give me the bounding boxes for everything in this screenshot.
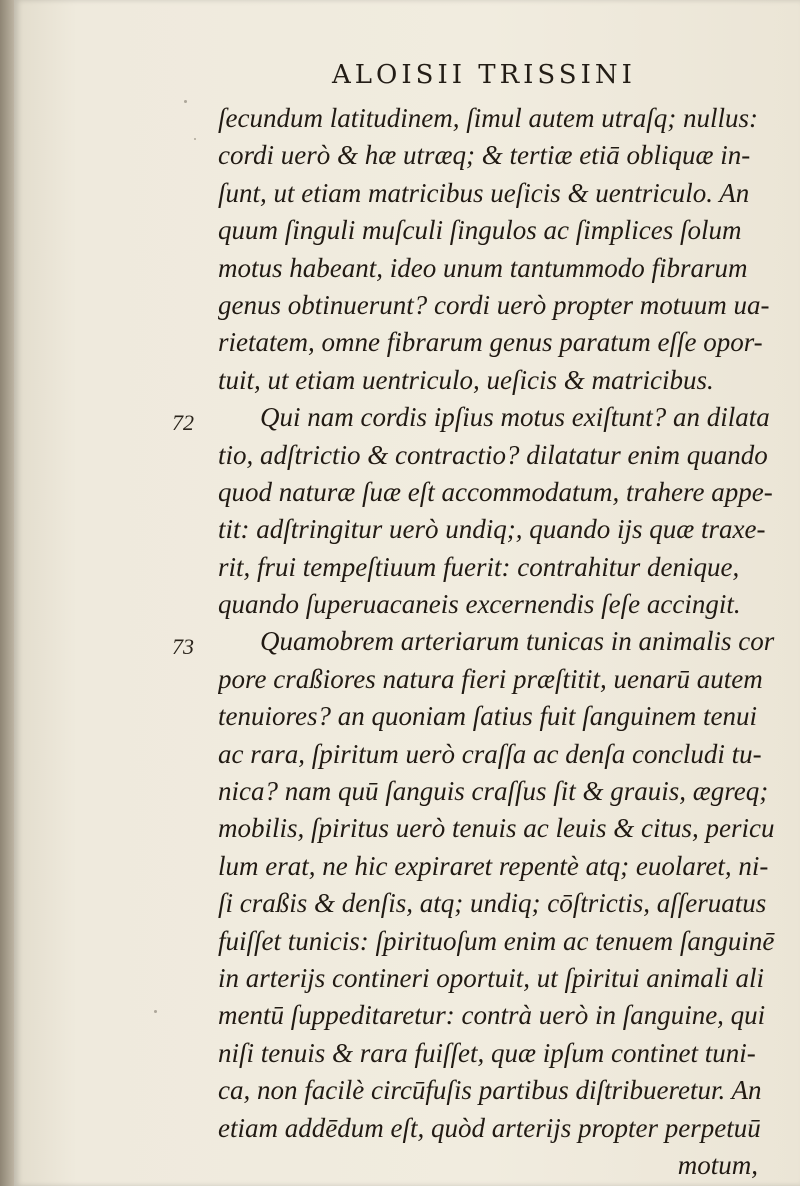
- catchword-line: motum,: [677, 1149, 758, 1180]
- page-gutter: [0, 0, 14, 1186]
- text-line: rietatem, omne fibrarum genus paratum eſſe opor-: [218, 327, 763, 358]
- text-line: ſunt, ut etiam matricibus ueſicis & uentriculo. An: [218, 177, 750, 208]
- text-line: niſi tenuis & rara fuiſſet, quæ ipſum continet tuni-: [218, 1037, 756, 1068]
- text-line: pore craßiores natura fieri præſtitit, uenarū autem: [218, 663, 763, 694]
- text-line: lum erat, ne hic expiraret repentè atq; euolaret, ni-: [218, 850, 769, 881]
- text-line: tuit, ut etiam uentriculo, ueſicis & matricibus.: [218, 364, 714, 395]
- paragraph-start-line: Quamobrem arteriarum tunicas in animalis cor: [260, 626, 775, 657]
- text-line: mentū ſuppeditaretur: contrà uerò in ſanguine, qui: [218, 1000, 766, 1031]
- text-line: ſi craßis & denſis, atq; undiq; cōſtrictis, aſſeruatus: [218, 888, 767, 919]
- text-line: quando ſuperuacaneis excernendis ſeſe accingit.: [218, 589, 741, 620]
- text-line: motus habeant, ideo unum tantummodo fibrarum: [218, 252, 748, 283]
- text-line: quod naturæ ſuæ eſt accommodatum, trahere appe-: [218, 476, 773, 507]
- text-line: tit: adſtringitur uerò undiq;, quando ijs quæ traxe-: [218, 514, 766, 545]
- text-line: mobilis, ſpiritus uerò tenuis ac leuis & citus, pericu: [218, 813, 775, 844]
- running-header: ALOISII TRISSINI: [332, 60, 636, 90]
- text-line: in arterijs contineri oportuit, ut ſpiritui animali ali: [218, 962, 765, 993]
- margin-number-73: 73: [172, 634, 194, 659]
- paper-speck: [154, 1010, 157, 1013]
- text-line: genus obtinuerunt? cordi uerò propter motuum ua-: [218, 289, 770, 320]
- paper-speck: [194, 138, 196, 140]
- text-line: quum ſinguli muſculi ſingulos ac ſimplices ſolum: [218, 215, 742, 246]
- text-line: nica? nam quū ſanguis craſſus ſit & grauis, ægreq;: [218, 776, 769, 807]
- text-line: tenuiores? an quoniam ſatius fuit ſanguinem tenui: [218, 701, 757, 732]
- text-line: fuiſſet tunicis: ſpirituoſum enim ac tenuem ſanguinē: [218, 925, 775, 956]
- text-line: rit, frui tempeſtiuum fuerit: contrahitur denique,: [218, 551, 740, 582]
- text-line: ca, non facilè circūfuſis partibus diſtribueretur. An: [218, 1075, 762, 1106]
- text-line: ſecundum latitudinem, ſimul autem utraſq; nullus:: [218, 103, 758, 133]
- text-line: ac rara, ſpiritum uerò craſſa ac denſa concludi tu-: [218, 738, 762, 769]
- text-line: tio, adſtrictio & contractio? dilatatur enim quando: [218, 439, 768, 470]
- paper-speck: [184, 100, 187, 103]
- paragraph-start-line: Qui nam cordis ipſius motus exiſtunt? an dilata: [260, 402, 770, 433]
- margin-number-72: 72: [172, 410, 194, 435]
- body-text: [218, 100, 778, 1184]
- text-line: etiam addēdum eſt, quòd arterijs propter perpetuū: [218, 1112, 761, 1143]
- text-line: cordi uerò & hæ utræq; & tertiæ etiā obliquæ in-: [218, 140, 751, 171]
